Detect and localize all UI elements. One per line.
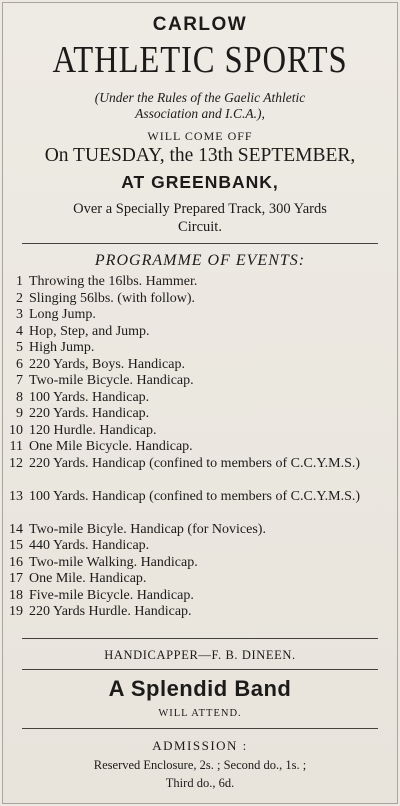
- event-item: [0, 489, 400, 522]
- event-number: 15: [9, 538, 23, 553]
- event-text: 440 Yards. Handicap.: [29, 538, 150, 553]
- event-number: 10: [9, 422, 23, 438]
- event-item: [0, 604, 400, 621]
- event-text: 220 Yards, Boys. Handicap.: [29, 356, 185, 372]
- event-text: Two-mile Bicyle. Handicap (for Novices).: [29, 521, 266, 537]
- will-attend-text: WILL ATTEND.: [158, 708, 242, 719]
- divider: [22, 669, 378, 670]
- event-title: ATHLETIC SPORTS: [52, 39, 348, 81]
- event-text: Two-mile Walking. Handicap.: [29, 554, 198, 570]
- event-item: [0, 588, 400, 605]
- event-item: [0, 423, 400, 440]
- event-item: [0, 406, 400, 423]
- event-venue: AT GREENBANK,: [121, 172, 279, 192]
- admission-heading: ADMISSION :: [152, 738, 248, 753]
- event-text: One Mile. Handicap.: [29, 571, 147, 586]
- event-text: 220 Yards Hurdle. Handicap.: [29, 604, 192, 619]
- event-item: [0, 357, 400, 374]
- event-item: [0, 274, 400, 291]
- rules-subtitle-line1: (Under the Rules of the Gaelic Athletic: [94, 90, 306, 105]
- event-item: [0, 456, 400, 489]
- event-item: [0, 555, 400, 572]
- event-number: 6: [16, 356, 23, 372]
- admission-prices-line1: Reserved Enclosure, 2s. ; Second do., 1s. ;: [93, 758, 307, 772]
- event-text: 220 Yards. Handicap (confined to members of C.C.Y.M.S.): [29, 455, 361, 471]
- will-come-off-text: WILL COME OFF: [147, 129, 253, 143]
- town-name: CARLOW: [152, 14, 248, 35]
- rules-subtitle-line2: Association and I.C.A.),: [135, 106, 265, 121]
- event-number: 1: [16, 274, 23, 289]
- event-text: Five-mile Bicycle. Handicap.: [29, 587, 194, 603]
- event-number: 2: [16, 290, 23, 306]
- event-item: [0, 538, 400, 555]
- admission-prices-line2: Third do., 6d.: [165, 776, 235, 790]
- event-text: 100 Yards. Handicap.: [29, 389, 150, 405]
- event-number: 11: [9, 439, 23, 454]
- event-number: 3: [16, 307, 23, 322]
- divider: [22, 638, 378, 639]
- event-number: 4: [16, 323, 23, 339]
- event-item: [0, 571, 400, 588]
- event-item: [0, 324, 400, 341]
- event-text: 120 Hurdle. Handicap.: [29, 422, 157, 438]
- event-item: [0, 390, 400, 407]
- track-description-line1: Over a Specially Prepared Track, 300 Yards: [73, 201, 327, 217]
- track-description-line2: Circuit.: [178, 219, 222, 235]
- event-text: Hop, Step, and Jump.: [29, 323, 150, 339]
- event-number: 5: [16, 340, 23, 355]
- programme-heading: PROGRAMME OF EVENTS:: [94, 252, 306, 269]
- event-number: 7: [16, 373, 23, 388]
- event-number: 14: [9, 521, 23, 537]
- event-number: 18: [9, 587, 23, 603]
- handicapper-line: HANDICAPPER—F. B. DINEEN.: [104, 648, 296, 662]
- event-text: Throwing the 16lbs. Hammer.: [29, 274, 198, 289]
- event-text: Slinging 56lbs. (with follow).: [29, 290, 196, 306]
- band-heading: A Splendid Band: [108, 676, 292, 701]
- event-number: 16: [9, 554, 23, 570]
- event-item: [0, 340, 400, 357]
- event-item: [0, 522, 400, 539]
- event-number: 12: [9, 455, 23, 471]
- event-text: Long Jump.: [29, 307, 96, 322]
- event-item: [0, 307, 400, 324]
- event-date: On TUESDAY, the 13th SEPTEMBER,: [44, 145, 356, 166]
- divider: [22, 243, 378, 244]
- event-number: 8: [16, 389, 23, 405]
- event-item: [0, 439, 400, 456]
- event-number: 9: [16, 406, 23, 421]
- event-item: [0, 291, 400, 308]
- event-number: 17: [9, 571, 23, 586]
- event-text: 100 Yards. Handicap (confined to members of C.C.Y.M.S.): [29, 488, 361, 504]
- event-text: High Jump.: [29, 340, 95, 355]
- events-list: [0, 274, 400, 621]
- event-text: Two-mile Bicycle. Handicap.: [29, 373, 194, 388]
- event-number: 13: [9, 488, 23, 504]
- event-item: [0, 373, 400, 390]
- event-text: 220 Yards. Handicap.: [29, 406, 150, 421]
- event-number: 19: [9, 604, 23, 619]
- divider: [22, 728, 378, 729]
- event-text: One Mile Bicycle. Handicap.: [29, 439, 193, 454]
